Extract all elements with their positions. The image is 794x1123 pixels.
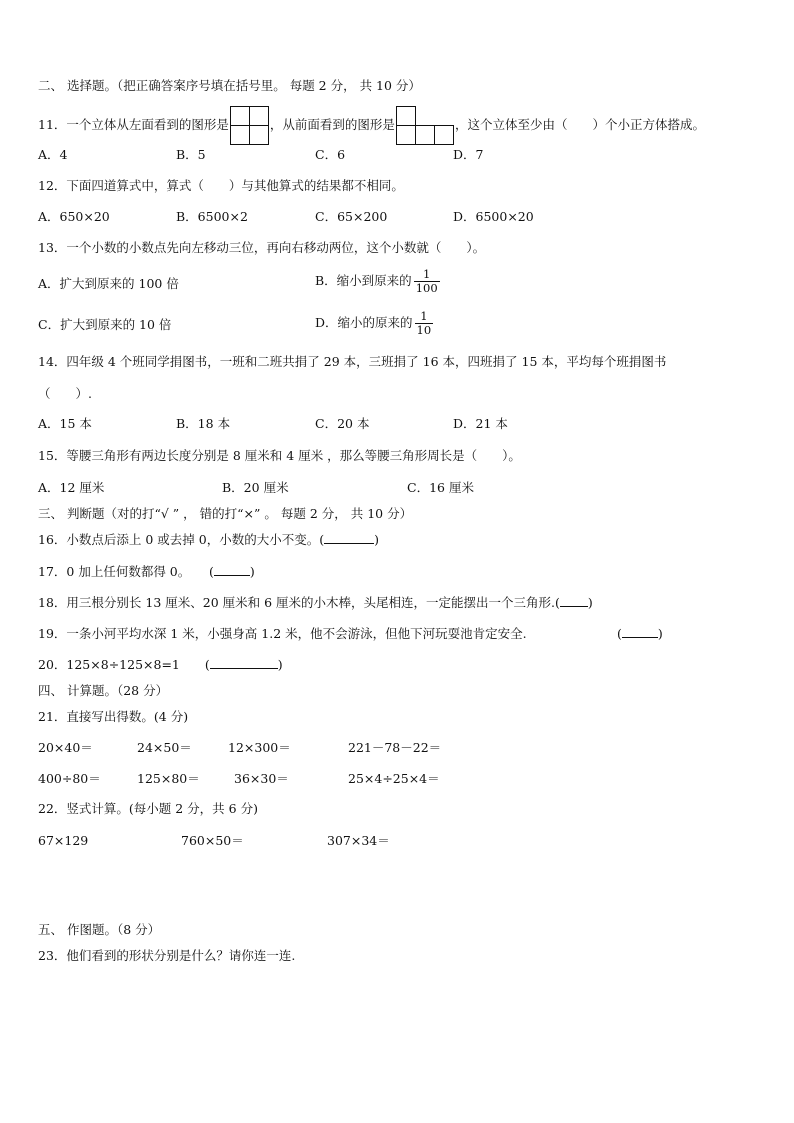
q15-option-a[interactable]: A．12 厘米 — [38, 480, 105, 495]
q12-option-c[interactable]: C．65×200 — [315, 209, 388, 224]
q14-option-a[interactable]: A．15 本 — [38, 416, 92, 431]
q13-option-c[interactable]: C．扩大到原来的 10 倍 — [38, 317, 172, 332]
calc-item: 400÷80＝ — [38, 771, 101, 786]
calc-item: 36×30＝ — [234, 771, 289, 786]
question-18-text: 18．用三根分别长 13 厘米、20 厘米和 6 厘米的小木棒，头尾相连，一定能摆出一个三角形.( — [38, 595, 560, 610]
question-22: 22．竖式计算。(每小题 2 分，共 6 分) — [38, 801, 258, 816]
question-14: 14．四年级 4 个班同学捐图书，一班和二班共捐了 29 本，三班捐了 16 本，四班捐了 15 本，平均每个班捐图书 — [38, 354, 667, 369]
question-18 — [38, 594, 593, 612]
paren-close: ) — [657, 626, 663, 641]
front-view-figure — [396, 106, 454, 145]
section-5-heading: 五、 作图题。（8 分） — [38, 922, 161, 937]
calc-item: 24×50＝ — [137, 740, 192, 755]
vertical-calc-item: 307×34＝ — [327, 833, 390, 848]
question-20 — [38, 656, 283, 674]
vertical-calc-item: 760×50＝ — [181, 833, 244, 848]
question-11-mid: ，从前面看到的图形是 — [269, 117, 395, 132]
section-2-heading: 二、 选择题。（把正确答案序号填在括号里。 每题 2 分， 共 10 分） — [38, 78, 421, 93]
section-4-heading: 四、 计算题。（28 分） — [38, 683, 169, 698]
calc-item: 12×300＝ — [228, 740, 291, 755]
q11-option-c[interactable]: C．6 — [315, 147, 346, 162]
paren-open: ( — [617, 626, 622, 641]
question-15: 15．等腰三角形有两边长度分别是 8 厘米和 4 厘米 ，那么等腰三角形周长是（ ）。 — [38, 448, 521, 463]
q15-option-b[interactable]: B．20 厘米 — [222, 480, 289, 495]
fraction-one-tenth: $\frac{1}{10}$ — [416, 309, 432, 337]
question-17-text: 17．0 加上任何数都得 0。 ( — [38, 564, 214, 579]
section-3-heading: 三、 判断题（对的打“√ ” ， 错的打“×” 。 每题 2 分， 共 10 分） — [38, 506, 413, 521]
question-14-line-2: （ ）. — [38, 386, 92, 401]
vertical-calc-item: 67×129 — [38, 833, 89, 848]
q14-option-d[interactable]: D．21 本 — [453, 416, 508, 431]
answer-blank-17[interactable] — [214, 563, 250, 576]
question-16 — [38, 531, 379, 549]
question-19-answer — [617, 625, 663, 643]
q11-option-b[interactable]: B．5 — [176, 147, 206, 162]
question-23: 23．他们看到的形状分别是什么？请你连一连. — [38, 948, 296, 963]
answer-blank-19[interactable] — [622, 625, 658, 638]
question-11-prefix: 11．一个立体从左面看到的图形是 — [38, 117, 229, 132]
answer-blank-20[interactable] — [210, 656, 278, 669]
calc-item: 221－78－22＝ — [348, 740, 442, 755]
q13-option-b-label: B．缩小到原来的 — [315, 273, 412, 288]
calc-item: 20×40＝ — [38, 740, 93, 755]
question-11 — [38, 106, 705, 145]
calc-item: 25×4÷25×4＝ — [348, 771, 440, 786]
q13-option-a[interactable]: A．扩大到原来的 100 倍 — [38, 276, 179, 291]
question-17 — [38, 563, 255, 581]
question-11-suffix: ，这个立体至少由（ ）个小正方体搭成。 — [454, 117, 705, 132]
answer-blank-16[interactable] — [324, 531, 374, 544]
q15-option-c[interactable]: C．16 厘米 — [407, 480, 474, 495]
q12-option-d[interactable]: D．6500×20 — [453, 209, 534, 224]
paren-close: ) — [374, 532, 379, 547]
q14-option-b[interactable]: B．18 本 — [176, 416, 231, 431]
question-13: 13．一个小数的小数点先向左移动三位，再向右移动两位，这个小数就（ ）。 — [38, 240, 486, 255]
answer-blank-18[interactable] — [560, 594, 588, 607]
question-12: 12．下面四道算式中，算式（ ）与其他算式的结果都不相同。 — [38, 178, 404, 193]
q11-option-a[interactable]: A．4 — [38, 147, 68, 162]
q11-option-d[interactable]: D．7 — [453, 147, 484, 162]
question-16-text: 16．小数点后添上 0 或去掉 0，小数的大小不变。( — [38, 532, 325, 547]
left-view-figure — [230, 106, 269, 145]
question-21: 21．直接写出得数。(4 分) — [38, 709, 189, 724]
paren-close: ) — [587, 595, 593, 610]
question-19: 19．一条小河平均水深 1 米，小强身高 1.2 米，他不会游泳，但他下河玩耍池肯定安全. — [38, 626, 527, 641]
q13-option-b[interactable] — [315, 266, 440, 296]
q12-option-a[interactable]: A．650×20 — [38, 209, 110, 224]
q14-option-c[interactable]: C．20 本 — [315, 416, 370, 431]
q12-option-b[interactable]: B．6500×2 — [176, 209, 248, 224]
q13-option-d[interactable] — [315, 308, 433, 338]
calc-item: 125×80＝ — [137, 771, 200, 786]
question-20-text: 20．125×8÷125×8=1 ( — [38, 657, 210, 672]
paren-close: ) — [249, 564, 255, 579]
paren-close: ) — [277, 657, 283, 672]
q13-option-d-label: D．缩小的原来的 — [315, 315, 413, 330]
fraction-one-hundredth: $\frac{1}{100}$ — [415, 267, 438, 295]
